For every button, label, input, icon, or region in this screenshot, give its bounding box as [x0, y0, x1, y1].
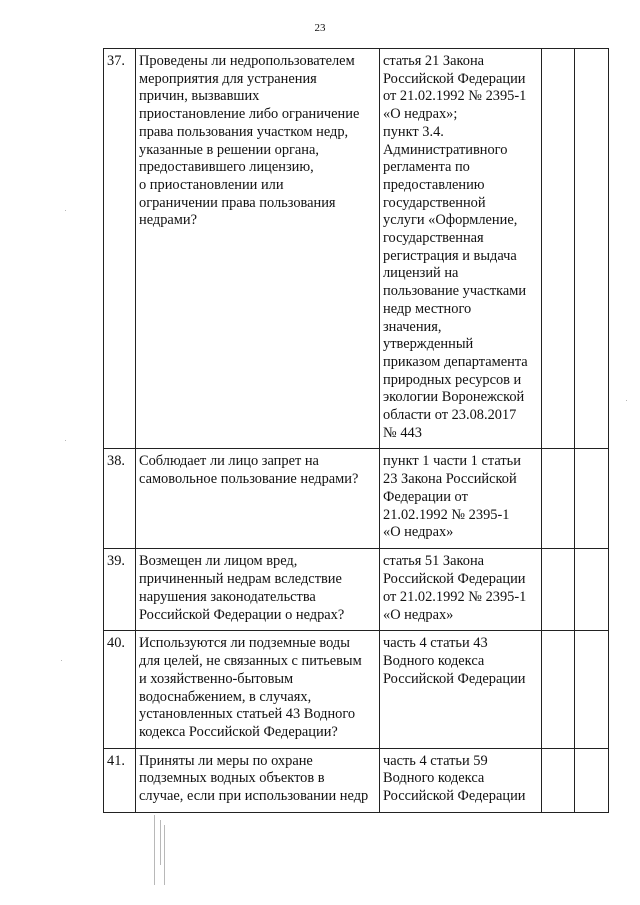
answer-cell [542, 49, 575, 449]
note-cell [575, 631, 609, 748]
legal-reference-cell: статья 21 Закона Российской Федерации от 21.02.1992 № 2395-1 «О недрах»; пункт 3.4. Административного регламента по предоставлению государственной услуги «Оформление, государственная регистрация и выдача лицензий на пользование участками недр местного значения, утвержденный приказом департамента природных ресурсов и экологии Воронежской области от 23.08.2017 № 443 [380, 49, 542, 449]
answer-cell [542, 748, 575, 812]
legal-reference-cell: статья 51 Закона Российской Федерации от 21.02.1992 № 2395-1 «О недрах» [380, 549, 542, 631]
checklist-table [103, 48, 609, 813]
scan-margin-mark [160, 820, 161, 865]
scan-margin-mark [65, 210, 66, 211]
question-cell: Приняты ли меры по охране подземных водных объектов в случае, если при использовании недр [136, 748, 380, 812]
scan-margin-mark [61, 660, 62, 661]
answer-cell [542, 449, 575, 549]
question-cell: Проведены ли недропользователем мероприятия для устранения причин, вызвавших приостановление либо ограничение права пользования участком недр, указанные в решении органа, предоставившего лицензию, о приостановлении или ограничении права пользования недрами? [136, 49, 380, 449]
answer-cell [542, 631, 575, 748]
scan-margin-mark [164, 825, 165, 885]
row-number: 38. [104, 449, 136, 549]
legal-reference-cell: пункт 1 части 1 статьи 23 Закона Российской Федерации от 21.02.1992 № 2395-1 «О недрах» [380, 449, 542, 549]
scan-margin-mark [626, 400, 627, 401]
row-number: 40. [104, 631, 136, 748]
question-cell: Возмещен ли лицом вред, причиненный недрам вследствие нарушения законодательства Российской Федерации о недрах? [136, 549, 380, 631]
answer-cell [542, 549, 575, 631]
note-cell [575, 549, 609, 631]
question-cell: Соблюдает ли лицо запрет на самовольное пользование недрами? [136, 449, 380, 549]
legal-reference-cell: часть 4 статьи 59 Водного кодекса Российской Федерации [380, 748, 542, 812]
question-cell: Используются ли подземные воды для целей, не связанных с питьевым и хозяйственно-бытовым водоснабжением, в случаях, установленных статьей 43 Водного кодекса Российской Федерации? [136, 631, 380, 748]
scan-margin-mark [65, 440, 66, 441]
note-cell [575, 449, 609, 549]
table-row-38 [104, 449, 609, 549]
note-cell [575, 49, 609, 449]
legal-reference-cell: часть 4 статьи 43 Водного кодекса Российской Федерации [380, 631, 542, 748]
row-number: 37. [104, 49, 136, 449]
note-cell [575, 748, 609, 812]
table-row-40 [104, 631, 609, 748]
row-number: 41. [104, 748, 136, 812]
scan-margin-mark [154, 815, 155, 885]
row-number: 39. [104, 549, 136, 631]
table-row-37 [104, 49, 609, 449]
table-row-39 [104, 549, 609, 631]
page-number: 23 [314, 22, 326, 34]
table-row-41 [104, 748, 609, 812]
